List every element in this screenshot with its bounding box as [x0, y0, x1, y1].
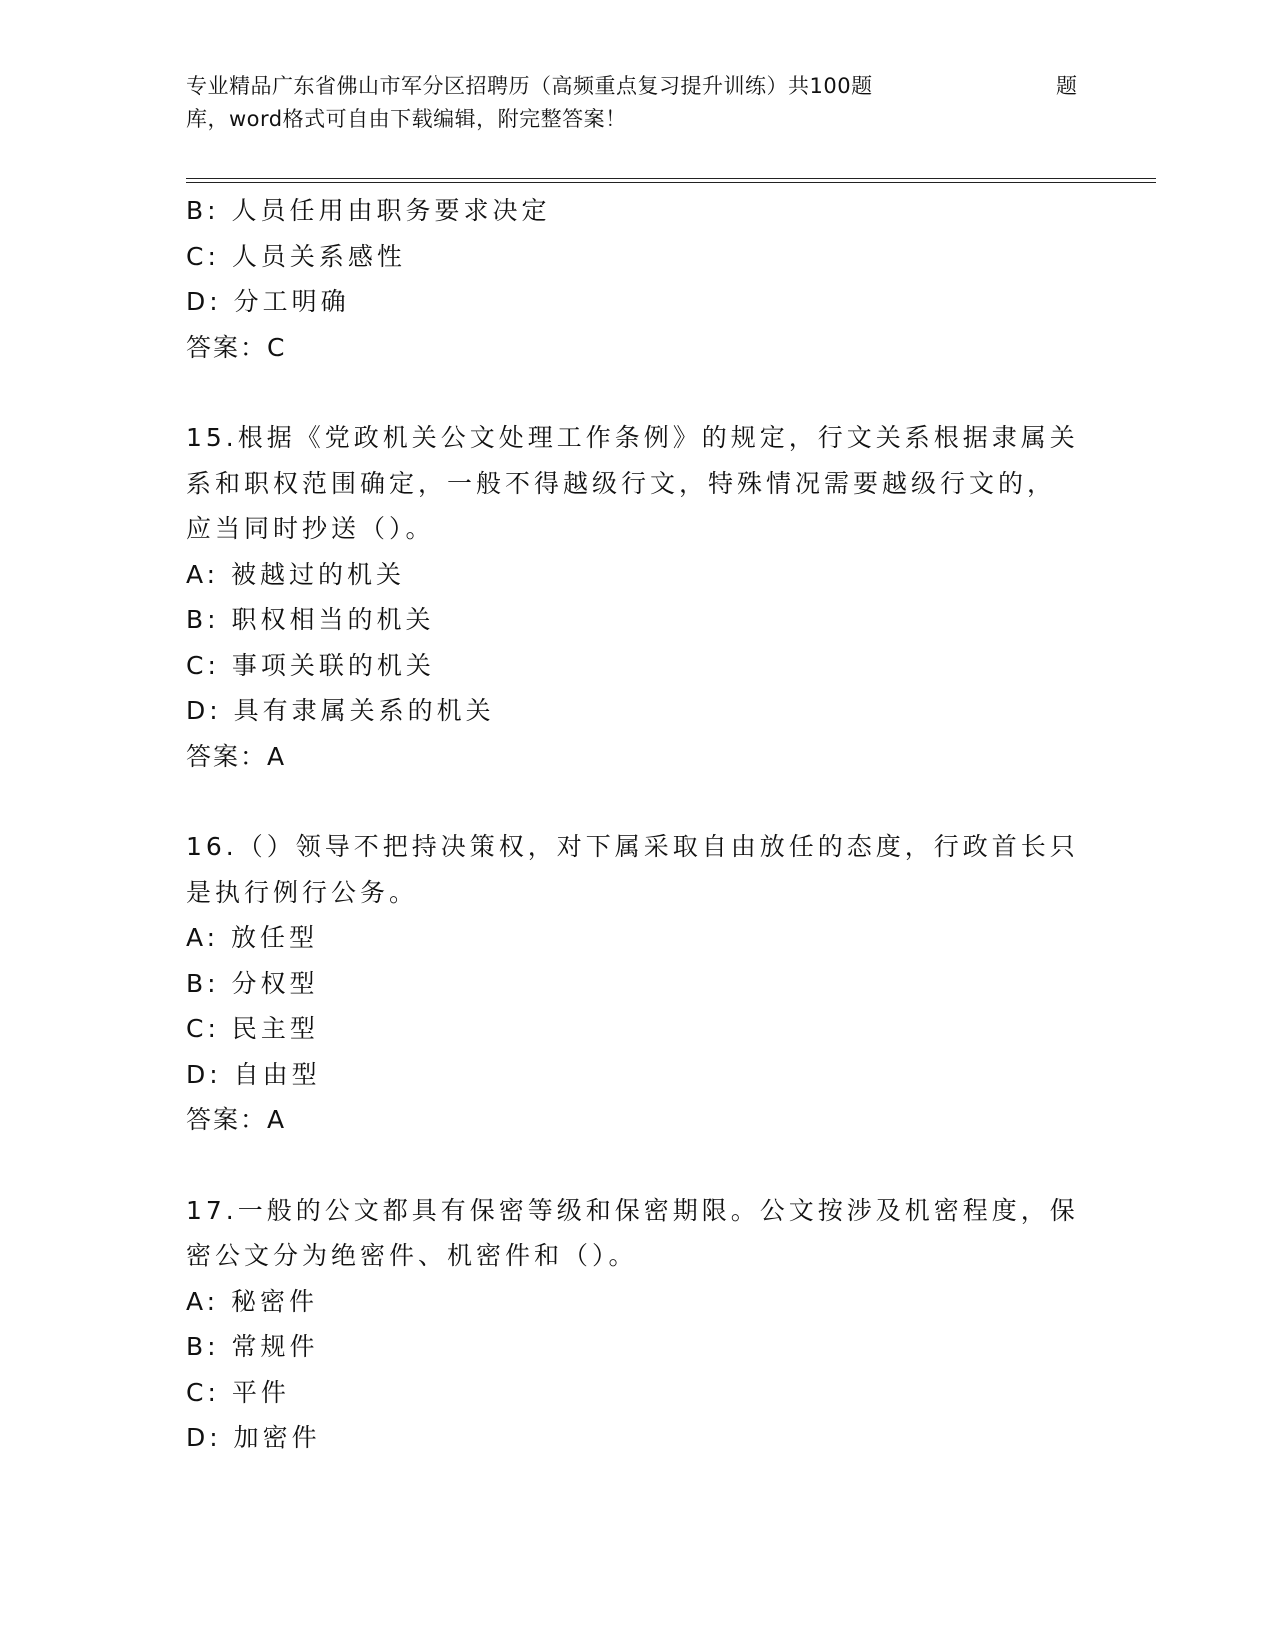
question-17 [186, 1188, 1086, 1461]
header-title-tail: 题 [1056, 74, 1078, 98]
spacer [186, 779, 1086, 824]
question-text-line: 密公文分为绝密件、机密件和（）。 [186, 1241, 638, 1270]
question-text-line: 17.一般的公文都具有保密等级和保密期限。公文按涉及机密程度，保 [186, 1195, 1079, 1225]
option-a: A: 放任型 [186, 923, 319, 952]
spacer [186, 370, 1086, 415]
question-15 [186, 415, 1086, 779]
answer-line: 答案：A [186, 1105, 287, 1134]
option-d: D: 加密件 [186, 1423, 321, 1452]
question-text-line: 系和职权范围确定，一般不得越级行文，特殊情况需要越级行文的， [186, 468, 1057, 498]
option-d: D: 分工明确 [186, 287, 350, 316]
option-d: D: 具有隶属关系的机关 [186, 696, 495, 725]
option-b: B: 分权型 [186, 968, 319, 998]
spacer [186, 1143, 1086, 1188]
header-line-2: 库，word格式可自由下载编辑，附完整答案！ [186, 107, 627, 131]
option-b: B: 常规件 [186, 1332, 319, 1361]
option-b: B: 职权相当的机关 [186, 605, 435, 634]
prev-question-continuation [186, 188, 1086, 370]
option-c: C: 人员关系感性 [186, 241, 406, 271]
option-d: D: 自由型 [186, 1059, 321, 1089]
option-b: B: 人员任用由职务要求决定 [186, 196, 551, 225]
page-header [186, 70, 1086, 136]
header-divider-bottom [186, 182, 1156, 183]
option-c: C: 平件 [186, 1377, 290, 1407]
question-text-line: 15.根据《党政机关公文处理工作条例》的规定，行文关系根据隶属关 [186, 423, 1079, 452]
question-text-line: 应当同时抄送（）。 [186, 514, 435, 543]
header-title: 专业精品广东省佛山市军分区招聘历（高频重点复习提升训练）共100题 [186, 74, 873, 98]
option-c: C: 民主型 [186, 1014, 319, 1043]
header-line-1 [186, 70, 1086, 103]
answer-line: 答案：C [186, 332, 287, 362]
document-body [186, 188, 1086, 1461]
option-a: A: 被越过的机关 [186, 559, 406, 589]
question-16 [186, 824, 1086, 1143]
question-text-line: 16.（）领导不把持决策权，对下属采取自由放任的态度，行政首长只 [186, 832, 1079, 861]
option-c: C: 事项关联的机关 [186, 650, 435, 680]
question-text-line: 是执行例行公务。 [186, 877, 419, 907]
answer-line: 答案：A [186, 741, 287, 771]
header-divider-top [186, 178, 1156, 179]
option-a: A: 秘密件 [186, 1286, 319, 1316]
